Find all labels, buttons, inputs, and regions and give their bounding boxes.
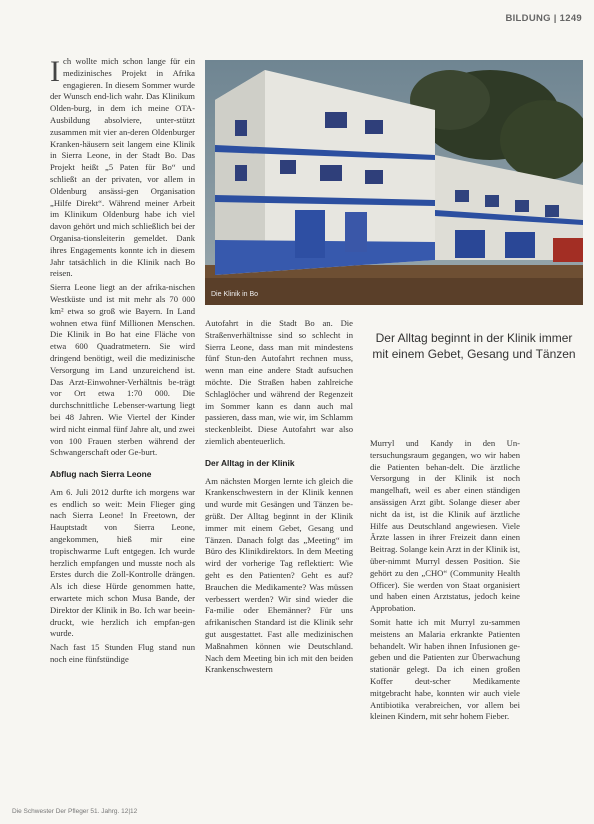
- article-column-2: [205, 318, 353, 678]
- paragraph: Sierra Leone liegt an der afrika-nischen Westküste und ist mit mehr als 70 000 km² etwa so groß wie Bayern. In Land wohnen etwa fünf Millionen Menschen. Die Klinik in Bo hat eine Fläche von etwa 600 Quadratmetern. Sie wird dringend benötigt, weil die medizinische Versorgung im Land unzureichend ist. Das Arzt-Einwohner-Verhältnis be-trägt vor Ort etwa 1:70 000. Die durchschnittliche Lebenser-wartung liegt bei 48 Jahren. Wie Viertel der Kinder wird nicht einmal fünf Jahre alt, und zwei von 100 Frauen sterben während der Schwangerschaft oder Ge-burt.: [50, 282, 195, 458]
- subheading-abflug: Abflug nach Sierra Leone: [50, 469, 152, 480]
- photo-caption: Die Klinik in Bo: [211, 291, 259, 298]
- dropcap: I: [50, 55, 60, 88]
- clinic-photo: [205, 60, 583, 305]
- page-header: BILDUNG | 1249: [505, 13, 582, 24]
- paragraph: Nach fast 15 Stunden Flug stand nun noch eine fünfstündige: [50, 642, 195, 665]
- page-footer: Die Schwester Der Pfleger 51. Jahrg. 12|12: [12, 808, 138, 815]
- article-column-3: [370, 438, 520, 725]
- paragraph: Am nächsten Morgen lernte ich gleich die Krankenschwestern in der Klinik kennen und wurde mit Gesängen und Tänzen be-grüßt. Der Alltag beginnt in der Klinik immer mit einem Gebet, Gesang und Tänzen. Danach folgt das „Meeting“ im Büro des Klinikdirektors. In dem Meeting wird der vorherige Tag reflektiert: Wie geht es den Patienten? Geht es auf? Brauchen die Medikamente? Was müssen verbessert werden? Wir sind wieder die Fa-milie oder Ehemänner? Für uns afrikanischen Standard ist die Klinik sehr gut ausgestattet. Fast alle medizinischen Maßnahmen können wie Deutschland. Nach dem Meeting bin ich mit den beiden Krankenschwestern: [205, 475, 353, 675]
- clinic-building-illustration: [205, 60, 583, 305]
- paragraph: Somit hatte ich mit Murryl zu-sammen meistens an Malaria erkrankte Patienten behandelt. Wir haben ihnen Infusionen ge-geben und die Patienten zur Überwachung stationär gelegt. Da ich einen großen Koffer deut-scher Medikamente mitgebracht habe, konnten wir auch viele Antibiotika verabreichen, vor allem bei kleinen Kindern, mit sehr hohem Fieber.: [370, 616, 520, 722]
- paragraph: Autofahrt in die Stadt Bo an. Die Straßenverhältnisse sind so schlecht in Sierra Leone, dass man mit mindestens fünf Stun-den Autofahrt rechnen muss, wenn man eine andere Stadt aufsuchen möchte. Die Straßen haben zahlreiche Schlaglöcher und während der Regenzeit im Sommer kann es dann auch mal passieren, dass man, wie wir, im Schlamm steckenbleibt. Diese Autofahrt war also ziemlich abenteuerlich.: [205, 318, 353, 446]
- article-column-1: [50, 56, 195, 668]
- pull-quote: Der Alltag beginnt in der Klinik immer mit einem Gebet, Gesang und Tänzen: [372, 331, 576, 361]
- intro-paragraph: Ich wollte mich schon lange für ein medizinisches Projekt in Afrika engagieren. In diesem Sommer wurde der Wunsch end-lich wahr. Das Klinikum Olden-burg, in dem ich meine OTA-Ausbildung absolviere, unter-stützt zusammen mit vier an-deren Oldenburger Kranken-häusern seit langem eine Klinik in Sierra Leone, in der Stadt Bo. Das Projekt heißt „5 Paten für Bo“ und schließt an der privaten, vor allem in Oldenburg ansässi-gen Organisation „Hilfe Direkt“. Während meiner Arbeit im Klinikum Oldenburg habe ich viel davon gehört und mich schließlich bei der Organisa-tionsleiterin gemeldet. Dank ihres Engagements konnte ich in diesem Jahr tatsächlich in die Klinik nach Bo reisen.: [50, 55, 195, 279]
- paragraph: Am 6. Juli 2012 durfte ich morgens war es endlich so weit: Mein Flieger ging nach Sierra Leone! In Freetown, der Hauptstadt von Sierra Leone, angekommen, hieß mir eine tropischwarme Luft entgegen. Ich wurde herzlich empfangen und musste noch als Erstes durch die Zoll-Kontrolle drängen. Als ich diese Hürde genommen hatte, erwartete mich schon Musa Bande, der Direktor der Klinik in Bo. Ich war beein-druckt, wie herzlich ich empfan-gen wurde.: [50, 486, 195, 639]
- paragraph: Murryl und Kandy in den Un-tersuchungsraum gegangen, wo wir haben die Patienten behan-delt. Die ärztliche Versorgung in der Klinik ist noch mangelhaft, weil es aber einen ständigen ansässigen Arzt gibt. Solange dieser aber nicht da ist, ist die Klinik auf ärztliche Hilfe aus Deutschland angewiesen. Viele Ärzte lassen in ihrer Freizeit dann einen Beitrag. Solange kein Arzt in der Klinik ist, über-nimmt Murryl dessen Position. Sie gehört zu den „CHO“ (Community Health Officer). Sie werden von Staat organisiert und haben einen Arztstatus, jedoch keine Approbation.: [370, 438, 520, 614]
- subheading-alltag: Der Alltag in der Klinik: [205, 457, 295, 468]
